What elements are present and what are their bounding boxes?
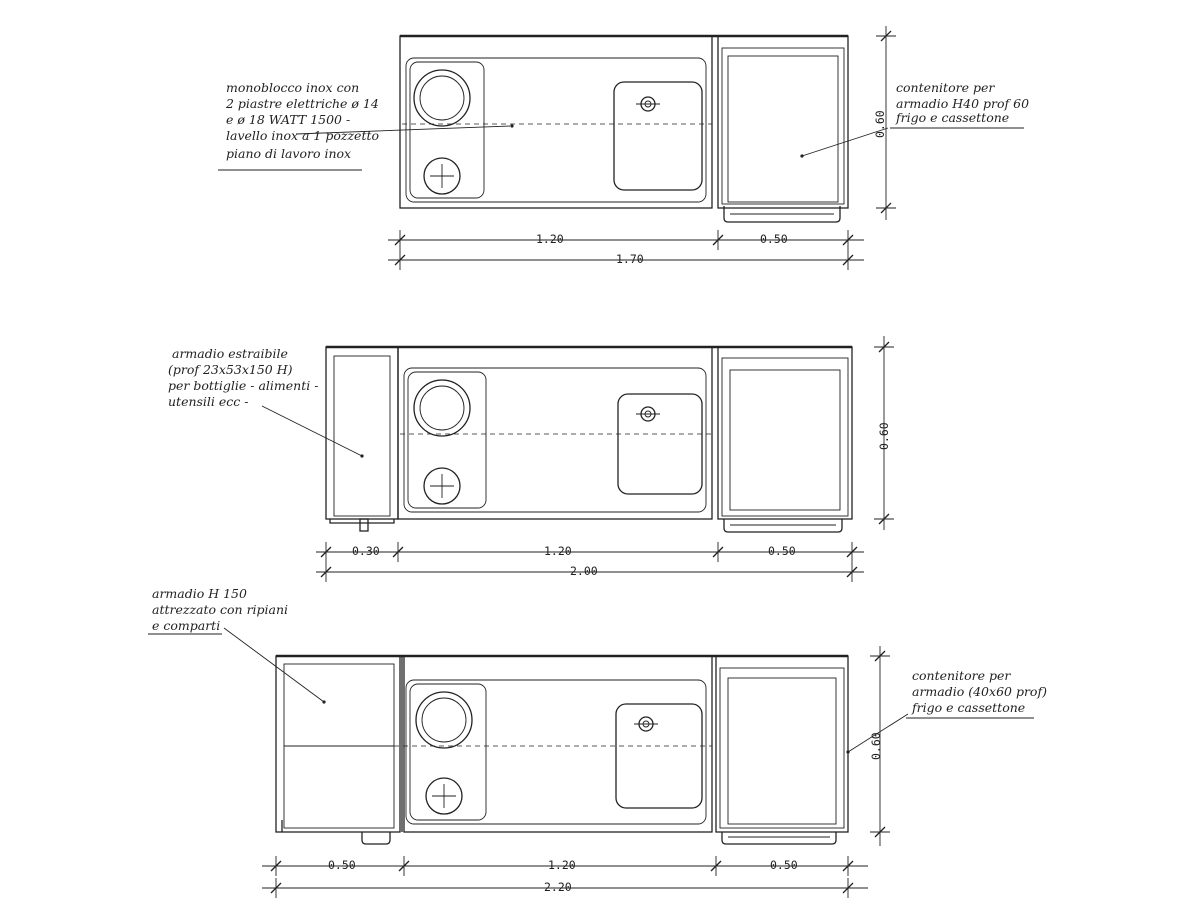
hob-panel	[408, 372, 486, 508]
hob-panel	[410, 62, 484, 198]
leader-dot-right	[800, 154, 803, 157]
pullout-handle	[360, 519, 368, 531]
dim-label-fridge: 0.50	[770, 858, 798, 872]
cabinet-handle	[362, 832, 390, 844]
dim-label-fridge: 0.50	[768, 544, 796, 558]
dim-label-total: 1.70	[616, 252, 644, 266]
depth-label: 0.60	[877, 422, 891, 450]
drawer-handle	[724, 519, 842, 532]
hotplate-large	[414, 70, 470, 126]
hotplate-large	[416, 692, 472, 748]
hotplate-large-inner	[420, 386, 464, 430]
leader-dot-left	[510, 124, 513, 127]
worktop-inner	[406, 58, 706, 202]
kitchen-unit-plan-1	[218, 26, 1033, 270]
note-fridge: contenitore per armadio (40x60 prof) frigo e cassettone	[912, 668, 1047, 715]
note-tall-cabinet: armadio H 150 attrezzato con ripiani e comparti	[152, 586, 289, 633]
sink-basin	[618, 394, 702, 494]
dim-label-total: 2.00	[570, 564, 598, 578]
dim-label-tall-cabinet: 0.50	[328, 858, 356, 872]
kitchen-unit-plan-3	[148, 586, 1051, 898]
depth-label: 0.60	[873, 110, 887, 138]
dim-label-fridge: 0.50	[760, 232, 788, 246]
fridge-door	[728, 56, 838, 202]
leader-dot-left	[322, 700, 325, 703]
hotplate-large-inner	[420, 76, 464, 120]
leader-dot-left	[360, 454, 363, 457]
fridge-door	[730, 370, 840, 510]
fridge-frame	[722, 358, 848, 516]
fridge-frame	[722, 48, 844, 204]
dim-label-total: 2.20	[544, 880, 572, 894]
dim-label-worktop: 1.20	[536, 232, 564, 246]
fridge-door	[728, 678, 836, 824]
sink-basin	[614, 82, 702, 190]
fridge-cabinet	[718, 347, 852, 519]
dim-label-worktop: 1.20	[548, 858, 576, 872]
fridge-cabinet	[716, 656, 848, 832]
hotplate-large	[414, 380, 470, 436]
fridge-frame	[720, 668, 844, 828]
kitchen-unit-plan-2	[168, 336, 894, 582]
monoblock-body	[398, 347, 712, 519]
dim-label-pullout: 0.30	[352, 544, 380, 558]
note-pullout-cabinet: armadio estraibile (prof 23x53x150 H) per bottiglie - alimenti - utensili ecc -	[168, 346, 319, 409]
hotplate-large-inner	[422, 698, 466, 742]
tall-cabinet	[276, 656, 400, 832]
leader-line-left	[262, 406, 362, 456]
leader-dot-right	[846, 750, 849, 753]
pullout-cabinet	[326, 347, 398, 519]
worktop-inner	[404, 368, 706, 512]
leader-line-left	[224, 628, 324, 702]
dim-label-worktop: 1.20	[544, 544, 572, 558]
sink-basin	[616, 704, 702, 808]
note-monoblock: monoblocco inox con 2 piastre elettriche ø 14 e ø 18 WATT 1500 - lavello inox a 1 pozzetto piano di lavoro inox	[226, 80, 380, 161]
note-fridge: contenitore per armadio H40 prof 60 frigo e cassettone	[896, 80, 1030, 125]
worktop-inner	[406, 680, 706, 824]
fridge-cabinet	[718, 36, 848, 208]
pullout-cabinet-inner	[334, 356, 390, 516]
depth-label: 0.60	[869, 732, 883, 760]
monoblock-body	[404, 656, 712, 832]
drawer-handle	[722, 832, 836, 844]
